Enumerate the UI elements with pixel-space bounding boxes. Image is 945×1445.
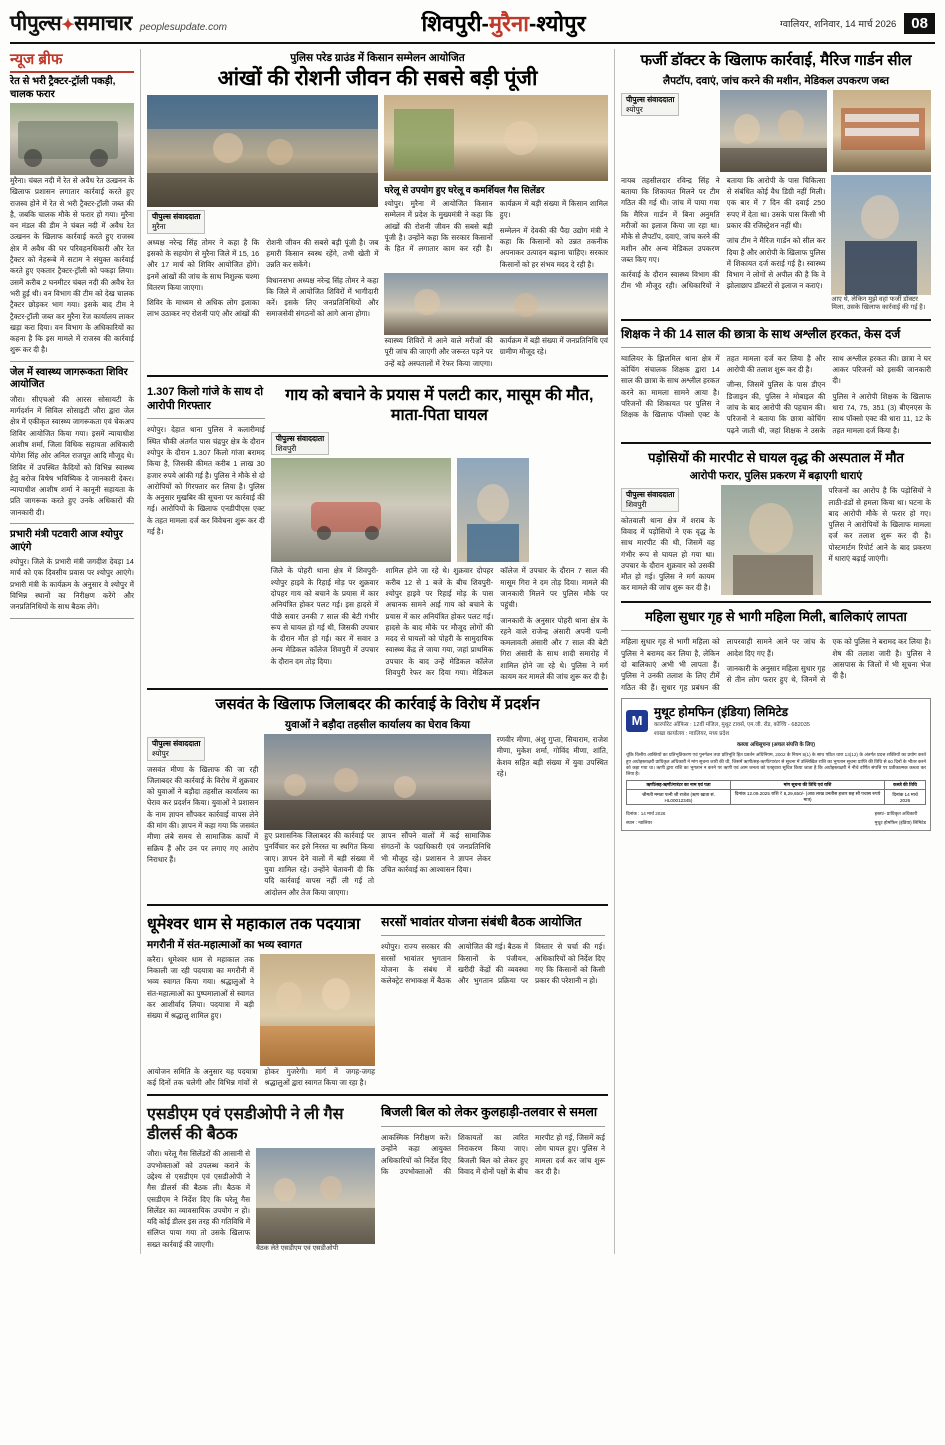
dhoom-sarso-row — [147, 912, 608, 1089]
divider — [381, 935, 605, 936]
dateline: ग्वालियर, शनिवार, 14 मार्च 2026 — [780, 18, 897, 30]
ganja-brief — [147, 383, 265, 682]
ad-legal-text: चूंकि वित्तीय आस्तियों का प्रतिभूतिकरण एवं पुनर्गठन तथा प्रतिभूति हित प्रवर्तन अधिनियम, 2002 के नियम 8(1) के साथ पठित धारा 13(12) के अंतर्गत प्रदत्त शक्तियों का प्रयोग करते हुए अधोहस्ताक्षरी प्राधिकृत अधिकारी ने मांग सूचना जारी की थी, जिसमें ऋणी/सह-ऋणी/गारंटर से सूचना में उल्लिखित राशि का भुगतान सूचना प्राप्ति की तिथि से 60 दिनों के भीतर करने को कहा गया था। ऋणी द्वारा राशि का भुगतान न करने पर ऋणी एवं आम जनता को एतद्द्वारा सूचित किया जाता है कि अधोहस्ताक्षरी ने नीचे वर्णित संपत्ति पर प्रतीकात्मक कब्जा कर लिया है। — [626, 752, 926, 776]
neighbor-text-1: कोतवाली थाना क्षेत्र में शराब के विवाद में पड़ोसियों ने एक वृद्ध के साथ मारपीट की थी, जिसमें वह गंभीर रूप से घायल हो गया था। उपचार के दौरान शुक्रवार को उसकी मौत हो गई। पुलिस ने मर्ग कायम कर मामले की जांच शुरू कर दी है। — [621, 515, 715, 593]
ad-legal-title: कब्जा अधिसूचना (अचल संपत्ति के लिए) — [736, 742, 816, 749]
neighbor-photo — [721, 485, 823, 595]
news-brief-kicker: न्यूज ब्रीफ — [10, 49, 134, 73]
divider — [147, 688, 608, 690]
divider — [147, 904, 608, 906]
dhoom-photo — [260, 954, 375, 1066]
sdm-text: जौरा। घरेलू गैस सिलेंडरों की आसानी से उपभोक्ताओं को उपलब्ध कराने के उद्देश्य से एसडीएम एवं एसडीओपी ने गैस डीलर्स की बैठक ली। बैठक में एसडीएम ने निर्देश दिए कि घरेलू गैस सिलेंडर का व्यावसायिक उपयोग न हो। यदि कोई डीलर इस तरह की गतिविधि में संलिप्त पाया गया तो उसके खिलाफ सख्त कार्रवाई की जाएगी। — [147, 1149, 251, 1249]
divider — [621, 630, 931, 631]
dhoom-text-1: करैरा। धूमेश्वर धाम से महाकाल तक निकाली जा रही पदयात्रा का मगरौनी में भव्य स्वागत किया गया। श्रद्धालुओं ने संत-महात्माओं का पुष्पमालाओं से स्वागत कर आशीर्वाद लिया। पदयात्रा में बड़ी संख्या में श्रद्धालु शामिल हुए। — [147, 954, 255, 1021]
ad-brand-address-2: शाखा कार्यालय : ग्वालियर, मध्य प्रदेश — [654, 731, 730, 738]
ad-table-cell-1: श्रीमती ममता पत्नी श्री राजेश (ऋण खाता सं. HL00012345) — [627, 790, 731, 805]
jaswant-story — [147, 696, 608, 898]
brief-3-headline: प्रभारी मंत्री पटवारी आज श्योपुर आएंगे — [10, 529, 123, 553]
ad-footer-sign-1: हस्ता/- प्राधिकृत अधिकारी — [874, 811, 918, 817]
ad-table-cell-2: दिनांक 12.09.2025 राशि ₹ 8,29,650/- (आठ लाख उनतीस हजार छह सौ पचास रुपये मात्र) — [730, 790, 884, 805]
divider — [147, 375, 608, 377]
column-right — [614, 49, 931, 1254]
divider — [621, 347, 931, 348]
masthead-left — [10, 9, 227, 37]
jaswant-text-4: रणवीर मीणा, अंशु गुप्ता, सियाराम, राजेश मीणा, मुकेश शर्मा, गोविंद मीणा, शांति, केशव सहित बड़ी संख्या में युवा उपस्थित रहे। — [496, 735, 608, 778]
table-row — [627, 790, 926, 805]
page-columns — [10, 49, 935, 1254]
car-story — [147, 383, 608, 682]
lead-text-b: अध्यक्ष नरेन्द्र सिंह तोमर ने कहा है कि इसको के सहयोग से मुरैना जिले में 15, 16 और 17 मार्च को शिविर आयोजित होंगे। इनमें आंखों की जांच के साथ निशुल्क चश्मा वितरण किया जाएगा। शिविर के माध्यम से अधिक लोग इलाका लाभ उठाकर नए रोशनी पाएं और आंखों की रोशनी जीवन की सबसे बड़ी पूंजी है। जब हमारी किसान स्वस्थ रहेंगे, तभी खेती में उन्नति कर सकेंगे। विधानसभा अध्यक्ष नरेन्द्र सिंह तोमर ने कहा कि जिले में आयोजित शिविरों में भागीदारी करें। इसके लिए जनप्रतिनिधियों और समाजसेवी संगठनों को आगे आना होगा। — [147, 237, 379, 319]
lead-photo-row — [147, 95, 608, 369]
fake-doctor-photo-a — [720, 90, 827, 172]
edition-title: शिवपुरी-मुरैना-श्योपुर — [421, 11, 586, 36]
advertisement — [621, 698, 931, 832]
jaswant-text-1: जसवंत मीणा के खिलाफ की जा रही जिलाबदर की कार्रवाई के विरोध में शुक्रवार को युवाओं ने बड़ौदा तहसील कार्यालय का घेराव कर प्रदर्शन किया। युवाओं ने प्रशासन के नाम ज्ञापन सौंपकर कार्रवाई वापस लेने की मांग की। ज्ञापन में कहा गया कि जसवंत मीणा लंबे समय से सामाजिक कार्यों में सक्रिय हैं और उन पर लगाए गए आरोप निराधार हैं। — [147, 764, 259, 864]
fake-doctor-caption: आए थे, लेकिन मुझे वहां फर्जी डॉक्टर मिला, उसके खिलाफ कार्रवाई की गई है। — [831, 295, 926, 312]
mahila-text: महिला सुधार गृह से भागी महिला को पुलिस ने बरामद कर लिया है, लेकिन दो बालिकाएं अभी भी लापता हैं। पुलिस ने उनकी तलाश के लिए टीमें गठित की हैं। सुधार गृह प्रबंधन की लापरवाही सामने आने पर जांच के आदेश दिए गए हैं। जानकारी के अनुसार महिला सुधार गृह से तीन लोग फरार हुए थे, जिनमें से एक को पुलिस ने बरामद कर लिया है। शेष की तलाश जारी है। पुलिस ने आसपास के जिलों में भी सूचना भेज दी है। — [621, 637, 931, 692]
brief-2-text: जौरा। सीएचओ की आरस सोसायटी के मार्गदर्शन में सिविल सोसाइटी जौरा द्वारा जेल क्षेत्र में एकीकृत स्वास्थ्य जागरूकता एवं चेकअप शिविर आयोजित किया गया। इसमें न्यायाधीश आशीष शर्मा, जिला विधिक सहायता अधिकारी योगेश सिंह ओर अनिल राजपूत आदि मौजूद थे। शिविर में उपस्थित कैदियों को विभिन्न स्वास्थ्य हेतु बरोज विषेष भविष्यिक दे जानकारी देकर। न्यायाधीश आशीष शर्मा ने कानूनी सहायता के प्रति जागरूक करते हुए उनके अधिकारों की जानकारी दी। — [10, 394, 134, 517]
ad-table-header-3: कब्जे की तिथि — [885, 781, 926, 790]
jaswant-subhead: युवाओं ने बड़ौदा तहसील कार्यालय का घेराव किया — [285, 719, 470, 732]
jaswant-photo — [264, 734, 490, 830]
lead-photo-main — [147, 95, 378, 207]
brief-3-text: श्योपुर। जिले के प्रभारी मंत्री जगदीश देवड़ा 14 मार्च को एक दिवसीय प्रवास पर श्योपुर आएंगे। प्रभारी मंत्री के कार्यक्रम के अनुसार वे श्योपुर में विभिन्न स्थानों का निरीक्षण करेंगे और जनप्रतिनिधियों के साथ बैठक लेंगे। — [10, 557, 134, 612]
dhoom-subhead: मगरौनी में संत-महात्माओं का भव्य स्वागत — [147, 938, 302, 951]
divider — [147, 418, 265, 419]
lead-kicker: पुलिस परेड ग्राउंड में किसान सम्मेलन आयोजित — [290, 52, 465, 64]
muthoot-logo-icon: M — [626, 710, 648, 732]
fake-doctor-portrait — [831, 175, 931, 295]
mahila-headline: महिला सुधार गृह से भागी महिला मिली, बालिकाएं लापता — [645, 609, 907, 625]
neighbor-text-2: परिजनों का आरोप है कि पड़ोसियों ने लाठी-डंडों से हमला किया था। घटना के बाद आरोपी मौके से फरार हो गए। पुलिस ने आरोपियों के खिलाफ मामला दर्ज कर तलाश शुरू कर दी है। पोस्टमार्टम रिपोर्ट आने के बाद प्रकरण में धाराएं बढ़ाई जाएंगी। — [828, 486, 931, 563]
lead-headline: आंखों की रोशनी जीवन की सबसे बड़ी पूंजी — [217, 67, 538, 90]
car-text: जिले के पोहरी थाना क्षेत्र में शिवपुरी-श्योपुर हाइवे के रिहाई मोड़ पर शुक्रवार दोपहर गाय को बचाने के प्रयास में कार अनियंत्रित होकर पलट गई। इस हादसे में पीछे सवार उनकी 7 साल की बेटी गंभीर रूप से घायल हो गई थी, जिसकी उपचार के दौरान मौत हो गई। कार में सवार 3 अन्य मेडिकल कॉलेज शिवपुरी में उपचार के दौरान दम तोड़ दिया। शामिल होने जा रहे थे। शुक्रवार दोपहर करीब 12 से 1 बजे के बीच शिवपुरी-श्योपुर हाइवे पर रिहाई मोड़ के पास अचानक सामने आई गाय को बचाने के प्रयास में कार अनियंत्रित होकर पलट गई। हादसे के बाद मौके पर मौजूद लोगों की मदद से घायलों को पोहरी के सामुदायिक स्वास्थ्य केंद्र ले जाया गया, जहां प्राथमिक उपचार के बाद उन्हें मेडिकल कॉलेज शिवपुरी रेफर कर दिया गया। मेडिकल कॉलेज में उपचार के दौरान 7 साल की मासूम गिरा ने दम तोड़ दिया। मामले की जानकारी मिलने पर पुलिस मौके पर पहुंची। जानकारी के अनुसार पोहरी थाना क्षेत्र के रहने वाले राजेन्द्र अंसारी अपनी पत्नी कमलावती अंसारी और 7 साल की बेटी गिरा अंसारी के साथ शादी समारोह में शामिल होने जा रहे थे। पुलिस ने मर्ग कायम कर मामले की जांच शुरू कर दी है। — [270, 566, 608, 681]
divider — [621, 319, 931, 321]
masthead — [10, 8, 935, 44]
sarso-text: श्योपुर। राज्य सरकार की सरसों भावांतर भुगतान योजना के संबंध में कलेक्ट्रेट सभाकक्ष में बैठक आयोजित की गई। बैठक में किसानों के पंजीयन, खरीदी केंद्रों की व्यवस्था और भुगतान प्रक्रिया पर विस्तार से चर्चा की गई। अधिकारियों को निर्देश दिए गए कि किसानों को किसी प्रकार की परेशानी न हो। — [381, 942, 605, 986]
masthead-right — [780, 13, 935, 34]
dhoom-text-2: आयोजन समिति के अनुसार यह पदयात्रा कई दिनों तक चलेगी और विभिन्न गांवों से होकर गुजरेगी। मार्ग में जगह-जगह श्रद्धालुओं द्वारा स्वागत किया जा रहा है। — [147, 1066, 375, 1088]
brief-2-headline: जेल में स्वास्थ्य जागरूकता शिविर आयोजित — [10, 366, 128, 391]
sdm-photo — [256, 1148, 375, 1244]
brief-1-headline: रेत से भरी ट्रैक्टर-ट्रॉली पकड़ी, चालक फरार — [10, 76, 116, 100]
jaswant-headline: जसवंत के खिलाफ जिलाबदर की कार्रवाई के विरोध में प्रदर्शन — [215, 696, 540, 714]
ad-table-header-1: ऋणी/सह-ऋणी/गारंटर का नाम एवं पता — [627, 781, 731, 790]
lead-photo-third — [384, 273, 608, 335]
divider — [621, 442, 931, 444]
ganja-text: श्योपुर। देहात थाना पुलिस ने कलारीमाई स्थित चौकी अंतर्गत पास चंद्रपुर क्षेत्र के दौरान श्योपुर के दौरान 1.307 किलो गांजा बरामद किया है, जिसकी कीमत करीब 1 लाख 30 हजार रुपये आंकी गई है। पुलिस ने मौके से दो आरोपियों को गिरफ्तार कर लिया है। पुलिस के अनुसार मुखबिर की सूचना पर कार्रवाई की गई। आरोपियों के खिलाफ एनडीपीएस एक्ट के तहत मामला दर्ज कर विवेचना शुरू कर दी गई है। — [147, 425, 265, 536]
publication-url: peoplesupdate.com — [139, 22, 227, 33]
bijli-text: आकस्मिक निरीक्षण करें। उन्होंने कहा आयुक्त अधिकारियों को निर्देश दिए कि उपभोक्ताओं की शिकायतों का त्वरित निराकरण किया जाए। बिजली बिल को लेकर हुए विवाद में दोनों पक्षों के बीच मारपीट हो गई, जिसमें कई लोग घायल हुए। पुलिस ने मामला दर्ज कर जांच शुरू कर दी है। — [381, 1133, 605, 1176]
teacher-text: ग्वालियर के झिलमिल थाना क्षेत्र में कोचिंग संचालक शिक्षक द्वारा 14 साल की छात्रा के साथ अश्लील हरकत करने का मामला सामने आया है। परिजनों की शिकायत पर पुलिस ने शिक्षक के खिलाफ पॉक्सो एक्ट के तहत मामला दर्ज कर लिया है और आरोपी की तलाश शुरू कर दी है। जीन्स, जिसमें पुलिस के पास डीएन डिजाइन की, पुलिस ने मोबाइल की जांच के बाद आरोपी की पहचान की। परिजनों ने बताया कि छात्रा कोचिंग पढ़ने जाती थी, जहां शिक्षक ने उसके साथ अश्लील हरकत की। छात्रा ने घर आकर परिजनों को इसकी जानकारी दी। पुलिस ने आरोपी शिक्षक के खिलाफ धारा 74, 75, 351 (3) बीएनएस के साथ पॉक्सो एक्ट की धारा 11, 12 के तहत मामला दर्ज किया है। — [621, 353, 931, 435]
victim-photo — [457, 458, 529, 562]
sdm-headline: एसडीएम एवं एसडीओपी ने ली गैस डीलर्स की बैठक — [147, 1106, 344, 1144]
bijli-headline: बिजली बिल को लेकर कुलहाड़ी-तलवार से समला — [381, 1105, 598, 1120]
ad-footer-place: स्थान : ग्वालियर — [626, 820, 653, 826]
lead-text-f: स्वास्थ्य शिविरों में आने वाले मरीजों की पूरी जांच की जाएगी और जरूरत पड़ने पर उन्हें बड़े अस्पतालों में रेफर किया जाएगा। कार्यक्रम में बड़ी संख्या में जनप्रतिनिधि एवं ग्रामीण मौजूद रहे। — [384, 335, 608, 368]
column-left — [10, 49, 134, 1254]
divider — [621, 601, 931, 603]
brief-1-photo — [10, 103, 134, 175]
divider — [10, 361, 134, 362]
divider — [381, 1126, 605, 1127]
jaswant-byline: पीपुल्स संवाददाता श्योपुर — [147, 737, 205, 761]
fake-doctor-headline: फर्जी डॉक्टर के खिलाफ कार्रवाई, मैरिज गार्डन सील — [640, 52, 912, 69]
sarso-headline: सरसों भावांतर योजना संबंधी बैठक आयोजित — [381, 914, 582, 929]
neighbor-headline: पड़ोसियों की मारपीट से घायल वृद्ध की अस्पताल में मौत — [648, 449, 904, 465]
ad-table-cell-3: दिनांक 14 मार्च 2026 — [885, 790, 926, 805]
ad-footer-date: दिनांक : 14 मार्च 2026 — [626, 811, 666, 817]
lead-text-a: श्योपुर। मुरैना में आयोजित किसान सम्मेलन में प्रदेश के मुख्यमंत्री ने कहा कि आंखों की रोशनी जीवन की सबसे बड़ी पूंजी है। उन्होंने कहा कि सरकार किसानों के हित में लगातार काम कर रही है। कार्यक्रम में बड़ी संख्या में किसान शामिल हुए। सम्मेलन में देवकी की पैदा उद्योग मंत्री ने कहा कि किसानों को उन्नत तकनीक अपनाकर उत्पादन बढ़ाना चाहिए। सरकार किसानों को हर संभव मदद दे रही है। — [384, 199, 608, 269]
ad-brand — [626, 703, 926, 739]
ad-legal-table — [626, 780, 926, 805]
car-photo — [271, 458, 451, 562]
lead-byline: पीपुल्स संवाददाता मुरैना — [147, 210, 205, 234]
sdm-story — [147, 1102, 608, 1254]
fake-doctor-photo-b — [833, 90, 931, 172]
ad-brand-name: मुथूट होमफिन (इंडिया) लिमिटेड — [654, 704, 789, 719]
divider — [10, 523, 134, 524]
page-number: 08 — [904, 13, 935, 34]
divider — [10, 618, 134, 619]
lead-subhead: घरेलू से उपयोग हुए घरेलू व कमर्शियल गैस सिलेंडर — [384, 185, 545, 196]
fake-doctor-byline: पीपुल्स संवाददाता श्योपुर — [621, 93, 679, 117]
car-headline: गाय को बचाने के प्रयास में पलटी कार, मासूम की मौत, माता-पिता घायल — [285, 386, 594, 424]
column-center — [140, 49, 608, 1254]
publication-logo: पीपुल्स✦समाचार — [10, 12, 132, 35]
sdm-caption: बैठक लेते एसडीएम एवं एसडीओपी — [256, 1245, 339, 1253]
fake-doctor-subhead: लैपटॉप, दवाएं, जांच करने की मशीन, मेडिकल उपकरण जब्त — [662, 74, 890, 87]
ad-footer-sign-2: मुथूट होमफिन (इंडिया) लिमिटेड — [874, 820, 926, 826]
brief-1-text: मुरैना। चंबल नदी में रेत से अवैध रेत उत्खनन के खिलाफ प्रशासन लगातार कार्रवाई करते हुए राजस्व होने में रेत से भरी ट्रैक्टर-ट्रॉली जब्त की है, जबकि चालक मौके से फरार हो गया। मुरैना वन मंडल की डीम ने चंबल नदी में अवैध रेत उत्खनन के खिलाफ कार्रवाई करते हुए राजस्व क्षेत्र में अवैध की घर परिवहनधिकारी और रेत ट्रैक्टर को नेहरूबे में सटाम ने संयुक्त कार्रवाई करते हुए एकतार ट्रैक्टर-ट्रॉली को पकड़ा लिया। उसमें करीब 2 घनमीटर चंबल नदी की अवैध रेत भरी हुई थी। वन विभाग की टीम को देख चालक ट्रैक्टर छोड़कर भाग गया। इसके बाद टीम ने ट्रैक्टर-ट्रॉली जब्त कर मुरैना रेंज कार्यालय लाकर खड़ा करा दिया। वन विभाग के अधिकारियों का कहना है कि इस मामले में राजस्व की कार्रवाई शुरू कर दी है। — [10, 176, 134, 355]
ad-brand-address-1: कारपोरेट ऑफिस : 12वीं मंजिल, मुथूट टावर्स, एम.जी. रोड, कोच्चि - 682035 — [654, 721, 811, 728]
ad-table-header-2: मांग सूचना की तिथि एवं राशि — [730, 781, 884, 790]
car-byline: पीपुल्स संवाददाता शिवपुरी — [271, 432, 329, 456]
ganja-headline: 1.307 किलो गांजे के साथ दो आरोपी गिरफ्तार — [147, 385, 264, 412]
divider — [147, 1094, 608, 1096]
lead-photo-secondary — [384, 95, 608, 181]
star-icon: ✦ — [61, 17, 75, 34]
teacher-headline: शिक्षक ने की 14 साल की छात्रा के साथ अश्लील हरकत, केस दर्ज — [621, 326, 901, 341]
fake-doctor-text: नायब तहसीलदार रविन्द्र सिंह ने बताया कि शिकायत मिलने पर टीम गठित की गई थी। जांच में पाया गया कि मैरिज गार्डन में बिना अनुमति मरीजों का इलाज किया जा रहा था। मौके से लैपटॉप, दवाएं, जांच करने की मशीन और अन्य मेडिकल उपकरण जब्त किए गए। कार्रवाई के दौरान स्वास्थ्य विभाग की टीम भी मौजूद रही। अधिकारियों ने बताया कि आरोपी के पास चिकित्सा से संबंधित कोई वैध डिग्री नहीं मिली। एक बार में 7 दिन की दवाई 250 रुपए में देता था। उसके पास किसी भी प्रकार की रजिस्ट्रेशन नहीं थी। जांच टीम ने मैरिज गार्डन को सील कर दिया है और आरोपी के खिलाफ पुलिस में शिकायत दर्ज कराई गई है। स्वास्थ्य विभाग ने लोगों से अपील की है कि वे झोलाछाप डॉक्टरों से इलाज न कराएं। — [621, 175, 826, 291]
jaswant-text-2: हुए प्रशासनिक जिलाबदर की कार्रवाई पर पुनर्विचार कर इसे निरस्त या स्थगित किया जाए। ज्ञापन देने वालों में बड़ी संख्या में युवा शामिल रहे। उन्होंने चेतावनी दी कि यदि कार्रवाई वापस नहीं ली गई तो आंदोलन और तेज किया जाएगा। ज्ञापन सौंपने वालों में कई सामाजिक संगठनों के पदाधिकारी एवं जनप्रतिनिधि भी मौजूद रहे। प्रशासन ने ज्ञापन लेकर उचित कार्रवाई का आश्वासन दिया। — [264, 831, 491, 897]
dhoom-headline: धूमेश्वर धाम से महाकाल तक पदयात्रा — [147, 915, 361, 933]
neighbor-byline: पीपुल्स संवाददाता शिवपुरी — [621, 488, 679, 512]
neighbor-subhead: आरोपी फरार, पुलिस प्रकरण में बढ़ाएगी धाराएं — [689, 470, 863, 483]
